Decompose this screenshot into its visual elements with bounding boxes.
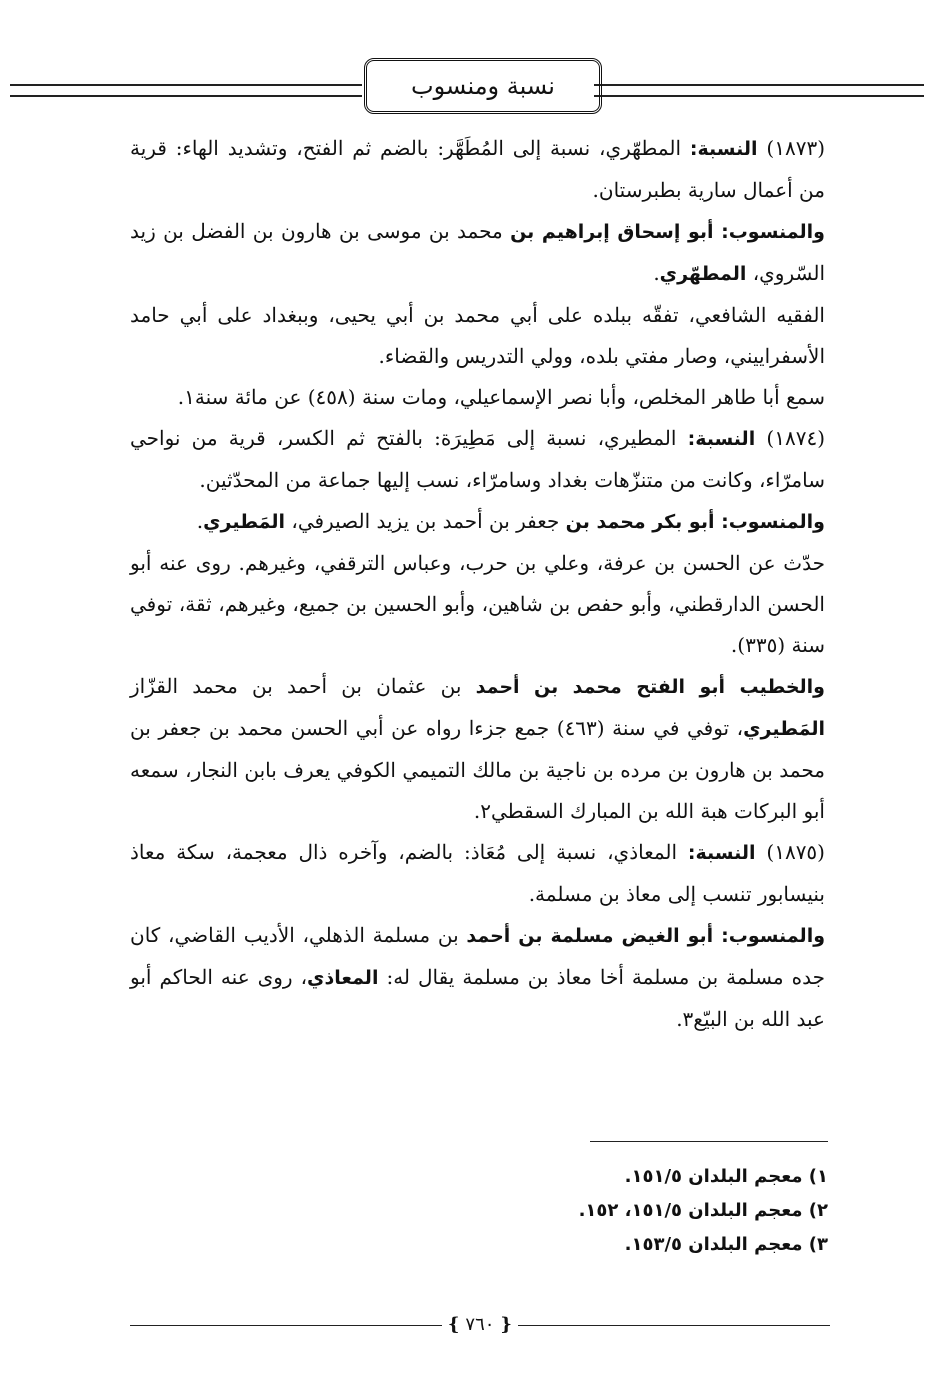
entry-1873-mansub: والمنسوب: أبو إسحاق إبراهيم بن محمد بن موسى بن هارون بن الفضل بن زيد السّروي، المطهّري. — [130, 219, 825, 285]
footer-rule-left — [130, 1325, 442, 1326]
entry-1874-mansub: والمنسوب: أبو بكر محمد بن جعفر بن أحمد بن يزيد الصيرفي، المَطيري. — [196, 509, 825, 533]
entry-1875-mansub: والمنسوب: أبو الغيض مسلمة بن أحمد بن مسلمة الذهلي، الأديب القاضي، كان جده مسلمة بن مسلمة أخا معاذ بن مسلمة يقال له: المعاذي، روى عنه الحاكم أبو عبد الله بن البيّع٣. — [130, 923, 826, 1031]
header-rule-right — [594, 84, 924, 97]
entry-1873-nisba: (١٨٧٣) النسبة: المطهّري، نسبة إلى المُطَهَّر: بالضم ثم الفتح، وتشديد الهاء: قرية من أعمال سارية بطبرستان. — [130, 136, 825, 202]
footnote-1: ١) معجم البلدان ١٥١/٥. — [624, 1166, 828, 1187]
footnote-2: ٢) معجم البلدان ١٥١/٥، ١٥٢. — [578, 1200, 828, 1221]
header-title: نسبة ومنسوب — [364, 58, 602, 114]
main-text — [130, 128, 825, 1040]
entry-1873-death: سمع أبا طاهر المخلص، وأبا نصر الإسماعيلي، ومات سنة (٤٥٨) عن مائة سنة١. — [177, 385, 825, 409]
entry-1874-khatib: والخطيب أبو الفتح محمد بن أحمد بن عثمان بن أحمد بن محمد القزّاز المَطيري، توفي في سنة (٤٦٣) جمع جزءا رواه عن أبي الحسن محمد بن جعفر بن محمد بن هارون بن مرده بن ناجية بن مالك التميمي الكوفي يعرف بابن النجار، سمعه أبو البركات هبة الله بن المبارك السقطي٢. — [130, 674, 826, 823]
entry-1874-bio: حدّث عن الحسن بن عرفة، وعلي بن حرب، وعباس الترقفي، وغيرهم. روى عنه أبو الحسن الدارقطني، وأبو حفص بن شاهين، وأبو الحسين بن جميع، وغيرهم، ثقة، توفي سنة (٣٣٥). — [130, 551, 825, 657]
entry-1873-bio: الفقيه الشافعي، تفقّه ببلده على أبي محمد بن أبي يحيى، وببغداد على أبي حامد الأسفراييني، وصار مفتي بلده، وولي التدريس والقضاء. — [130, 303, 825, 368]
footnote-divider — [590, 1141, 828, 1142]
entry-1875-nisba: (١٨٧٥) النسبة: المعاذي، نسبة إلى مُعَاذ: بالضم، وآخره ذال معجمة، سكة معاذ بنيسابور تنسب إلى معاذ بن مسلمة. — [130, 840, 825, 906]
footnote-3: ٣) معجم البلدان ١٥٣/٥. — [624, 1234, 828, 1255]
page-header — [10, 58, 924, 114]
footer-rule-right — [518, 1325, 830, 1326]
page-footer — [130, 1310, 830, 1340]
page-number: { ٧٦٠ } — [448, 1310, 512, 1340]
footnotes — [400, 1160, 828, 1262]
entry-1874-nisba: (١٨٧٤) النسبة: المطيري، نسبة إلى مَطِيرَة: بالفتح ثم الكسر، قرية من نواحي سامرّاء، وكانت من متنزّهات بغداد وسامرّاء، نسب إليها جماعة من المحدّثين. — [130, 426, 825, 492]
header-rule-left — [10, 84, 362, 97]
